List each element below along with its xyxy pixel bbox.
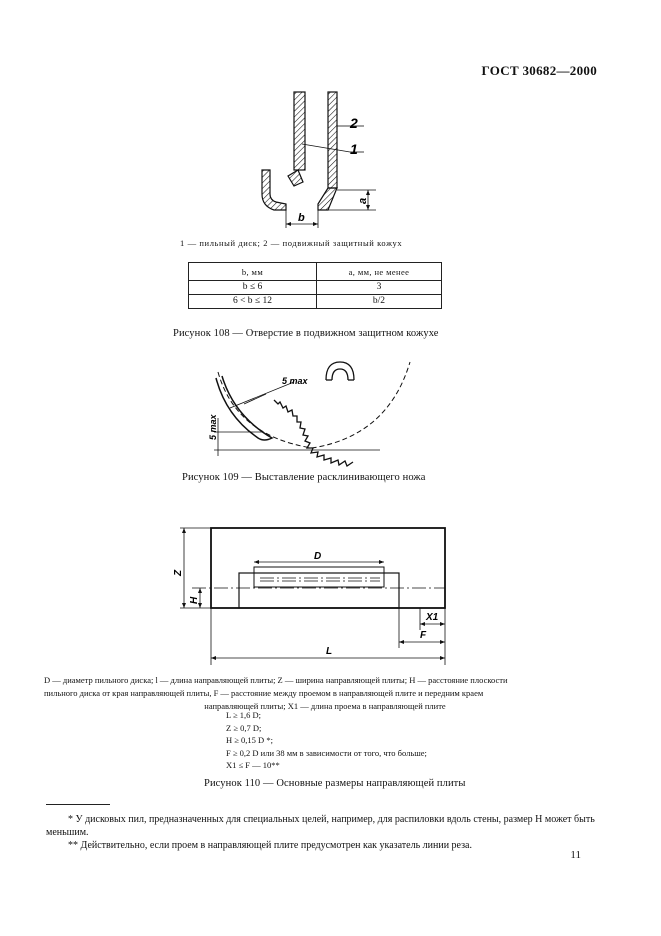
condition-line: F ≥ 0,2 D или 38 мм в зависимости от того, что больше; <box>226 747 427 758</box>
callout-2-label: 2 <box>350 115 358 131</box>
condition-line: L ≥ 1,6 D; <box>226 710 262 720</box>
figure-110-drawing <box>170 520 460 665</box>
dimension-X1-label: X1 <box>426 612 439 623</box>
saw-teeth <box>274 400 353 466</box>
figure-108-caption: Рисунок 108 — Отверстие в подвижном защитном кожухе <box>173 328 439 339</box>
dimension-H-label: H <box>189 596 200 604</box>
table-cell: b ≤ 6 <box>189 281 317 295</box>
table-header-b: b, мм <box>189 263 317 281</box>
condition-line: Z ≥ 0,7 D; <box>226 722 262 733</box>
dimension-F-label: F <box>420 630 427 641</box>
dimension-5max-top: 5 max <box>282 376 308 386</box>
footnote-2: ** Действительно, если проем в направляющей плите предусмотрен как указатель линии реза. <box>68 840 472 851</box>
figure-110-legend <box>44 674 606 713</box>
dimension-b-label: b <box>298 212 305 224</box>
figure-109-drawing <box>200 356 430 464</box>
dimension-L-label: L <box>326 646 333 657</box>
saw-disc-outline <box>254 567 384 587</box>
table-cell: 6 < b ≤ 12 <box>189 295 317 309</box>
legend-line: D — диаметр пильного диска; l — длина направляющей плиты; Z — ширина направляющей плиты; H — расстояние плоскости <box>44 675 508 685</box>
figure-110-conditions <box>226 709 427 772</box>
table-cell: b/2 <box>317 295 442 309</box>
footnote-divider <box>46 804 110 805</box>
figure-108-drawing <box>240 86 390 234</box>
callout-1-label: 1 <box>350 141 358 157</box>
table-header-row <box>189 263 442 281</box>
figure-109-caption: Рисунок 109 — Выставление расклинивающего ножа <box>182 472 426 483</box>
figure-108-table <box>188 262 442 309</box>
saw-hub <box>326 362 354 380</box>
guide-plate <box>211 528 445 608</box>
dimension-5max-side: 5 max <box>208 414 218 440</box>
figure-110-caption: Рисунок 110 — Основные размеры направляющей плиты <box>204 778 466 789</box>
dimension-a-label: a <box>357 197 369 204</box>
table-row <box>189 295 442 309</box>
table-cell: 3 <box>317 281 442 295</box>
condition-line: H ≥ 0,15 D *; <box>226 735 273 746</box>
saw-disc-part <box>288 92 305 186</box>
saw-blade-outline <box>218 362 410 448</box>
dimension-D-label: D <box>314 551 322 562</box>
table-header-a: a, мм, не менее <box>317 263 442 281</box>
condition-line: X1 ≤ F — 10** <box>226 760 280 771</box>
riving-knife <box>216 376 272 440</box>
figure-108-legend: 1 — пильный диск; 2 — подвижный защитный кожух <box>180 238 403 248</box>
page-number: 11 <box>570 849 581 861</box>
dimension-Z-label: Z <box>173 569 184 576</box>
footnote-1: * У дисковых пил, предназначенных для специальных целей, например, для распиловки вдоль стены, размер H может быть меньшим. <box>46 814 595 838</box>
legend-line: пильного диска от края направляющей плиты, F — расстояние между проемом в направляющей плите и передним краем <box>44 688 484 698</box>
legend-line: направляющей плиты; X1 — длина проема в направляющей плите <box>204 701 446 711</box>
table-row <box>189 281 442 295</box>
document-number: ГОСТ 30682—2000 <box>481 63 597 78</box>
